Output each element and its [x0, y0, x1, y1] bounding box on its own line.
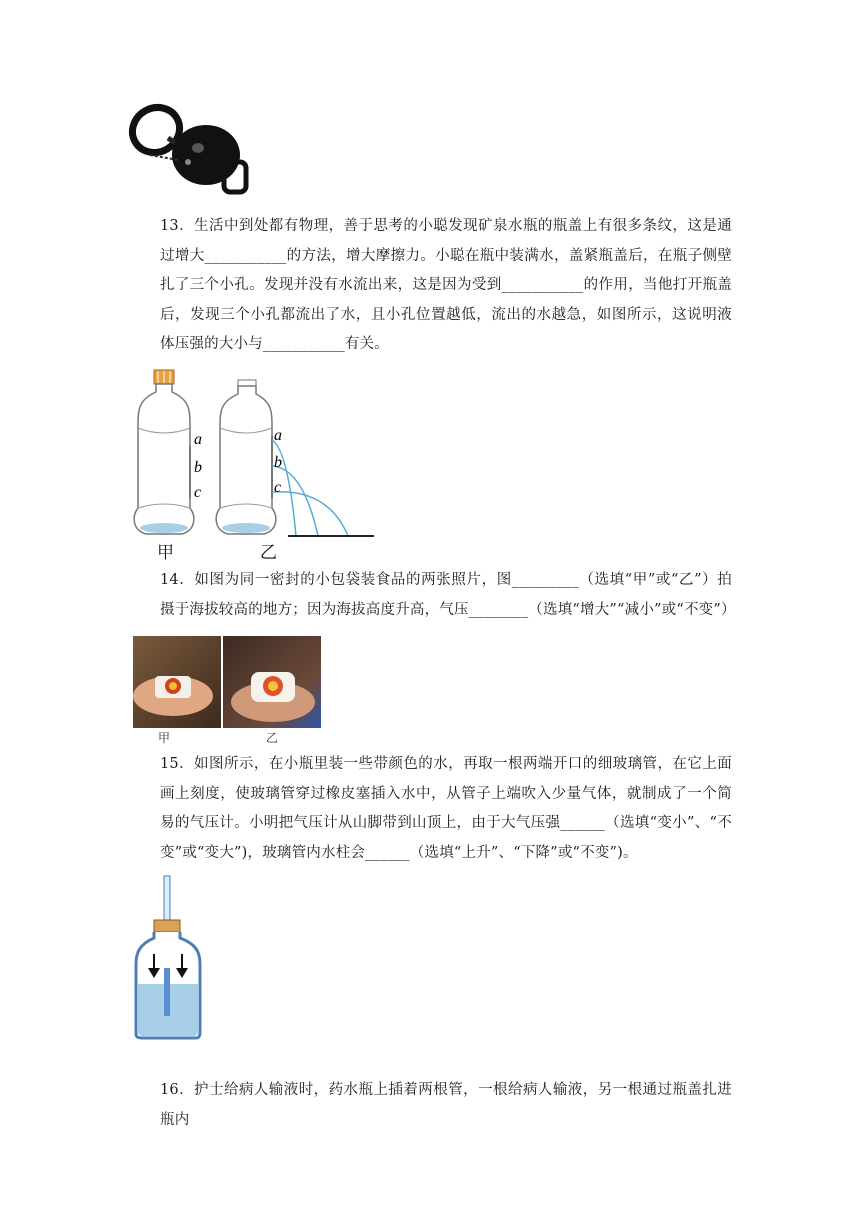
hole-b-jia: b: [194, 459, 202, 476]
hole-b-yi: b: [274, 454, 282, 471]
hole-a-jia: a: [194, 431, 202, 448]
photo-label-jia: 甲: [158, 731, 171, 745]
photo-label-yi: 乙: [266, 731, 279, 745]
hole-c-yi: c: [274, 479, 282, 496]
question-16-text: 16．护士给病人输液时，药水瓶上插着两根管，一根给病人输液，另一根通过瓶盖扎进瓶内: [160, 1082, 732, 1128]
question-14-photos: [133, 636, 323, 736]
label-jia: 甲: [157, 543, 174, 563]
bottle-yi: [216, 380, 374, 536]
label-yi: 乙: [260, 543, 277, 563]
top-figure-object: [128, 100, 253, 205]
hole-c-jia: c: [194, 484, 202, 501]
question-15-text: 15．如图所示，在小瓶里装一些带颜色的水，再取一根两端开口的细玻璃管，在它上面画上刻度，使玻璃管穿过橡皮塞插入水中，从管子上端吹入少量气体，就制成了一个简易的气压计。小明把气压计从山脚带到山顶上，由于大气压强______（选填“变小”、“不变”或“变大”)，玻璃管内水柱会______（选填“上升”、“下降”或“不变”)。: [160, 756, 732, 861]
bottle-jia: [134, 370, 194, 534]
hole-a-yi: a: [274, 427, 282, 444]
question-14-text: 14．如图为同一密封的小包袋装食品的两张照片，图_________（选填“甲”或“乙”）拍摄于海拔较高的地方；因为海拔高度升高，气压________（选填“增大”“减小”或“不变”）: [160, 572, 736, 618]
question-15-figure: [132, 872, 212, 1042]
question-13-figure: [128, 368, 378, 558]
question-13-text: 13．生活中到处都有物理，善于思考的小聪发现矿泉水瓶的瓶盖上有很多条纹，这是通过增大___________的方法，增大摩擦力。小聪在瓶中装满水，盖紧瓶盖后，在瓶子侧壁扎了三个小孔。发现并没有水流出来，这是因为受到___________的作用，当他打开瓶盖后，发现三个小孔都流出了水，且小孔位置越低，流出的水越急，如图所示，这说明液体压强的大小与___________有关。: [160, 218, 732, 352]
